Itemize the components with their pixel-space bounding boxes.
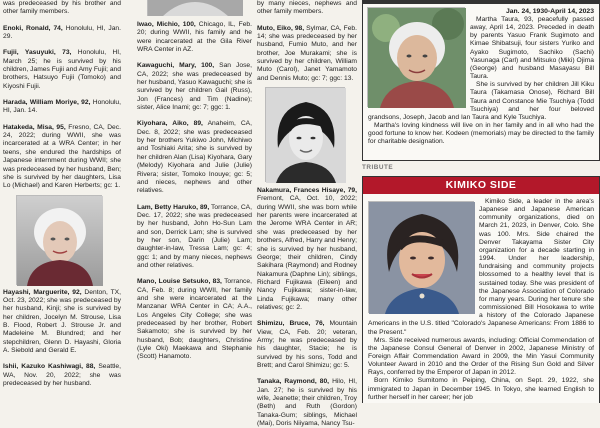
portrait-hayashi-image [17,196,103,286]
obituary-name: Enoki, Ronald, 74, [3,24,63,32]
portrait-photo-side [368,201,474,313]
obituary-entry [137,278,252,361]
obituary-column-2 [137,0,252,403]
obituary-entry [137,204,252,271]
tribute-paragraph: Martha's loving kindness will live on in her family and in all who had the good fortune to know her. Kodeen (memorials) may be directed to the family for charitable designation. [368,122,594,146]
obituary-body: Fresno, CA, Dec. 24, 2022; during WWII, she was incarcerated at a WRA Center; in her teens, she endured the hardships of Japanese internment during WWII; she was predeceased by her husband, Ben; she is survived by her daughters, Lisa Lo (Michael) and Karen Herberts; gc: 1. [3,123,121,190]
entry-gap [257,312,357,320]
obituary-name: Kawaguchi, Mary, 100, [137,62,215,70]
entry-gap [3,355,121,363]
entry-gap [137,270,252,278]
obituary-entry [3,25,121,42]
obituary-name: Kiyohara, Aiko, 89, [137,120,203,128]
obituary-column-1 [3,0,121,403]
obituary-name: Lam, Betty Haruko, 89, [137,203,210,211]
tribute-paragraph: She is survived by her children Jill Kiku Taura (Takamasa Onose), Richard Bill Taura and Constance Mie Tsuchiya (Todd Tsuchiya) and her four beloved grandsons, Joseph, Jacob and Ian Taura and Kyle Tsuchiya. [368,81,594,121]
obituary-name: Mano, Louise Setsuko, 83, [137,278,222,286]
entry-gap [3,116,121,124]
obituary-entry [3,289,121,356]
tribute-column [362,0,600,403]
obituary-body: Denton, TX, Oct. 23, 2022; she was predeceased by her husband, Kinji; she is survived by her children, Jocelyn M. Strouse, Lisa B. Flood, Robert J. Strouse Jr. and Madeleine M. Blundred; and her stepchildren, Glenn D. Hayashi, Gloria A. Siebold and Gerald E. [3,288,121,354]
obituary-body: Torrance, CA, Dec. 17, 2022; she was predeceased by her husband, John Ho-Sun Lam and son, Derrick Lam; she is survived by her son, Darin (Julie) Lam; daughter-in-law, Tressa Lam; gc: 4; ggc: 1; and by many nieces, nephews and other relatives. [137,203,252,269]
obituary-name: Hayashi, Marguerite, 92, [3,288,82,296]
obituary-name: Hatakeda, Misa, 95, [3,123,66,131]
obituary-body: Honolulu, HI, Jan. 29. [3,24,121,41]
portrait-side-image [369,202,475,314]
obituary-entry [257,0,357,17]
tribute-paragraph: Kimiko Side, a leader in the area's Japanese and Japanese American community organizations, died on March 21, 2023, in Denver, Colo. She was 100. Mrs. Side chaired the Denver Takayama Sister City organization for a decade starting in 1994. Under her leadership, fundraising and community projects blossomed to a healthy level that is sustained today. She was president of the Japanese Association of Colorado for many years. During her tenure she commissioned Bill Hosokawa to write a history of the Colorado Japanese Americans in the U.S. titled "Colorado's Japanese Americans: From 1886 to the Present." [368,198,594,336]
tribute-paragraph: Born Kimiko Sumitomo in Peiping, China, on Sept. 29, 1922, she immigrated to Japan in December 1945. In Tokyo, she learned English to further herself in her career; her job [368,377,594,401]
obituary-body: Fremont, CA, Oct. 10, 2022; during WWII, she was born while her parents were incarcerated at the Jerome WRA Center in AR; she was predeceased by her brothers, Alfred, Harry and Henry; she is survived by her husband, George; their children, Cindy Sakihara (Raymond) and Rodney Nakamura (Daphne Lin); siblings, Richard Fujikawa (Eileen) and Nancy Fujikawa; sister-in-law, Linda Fujikawa; many other relatives; gc: 2. [257,195,357,311]
obituary-body: was predeceased by his brother and other family members. [3,0,121,16]
tribute-side [362,176,600,403]
obituary-entry [137,120,252,195]
obituary-entry [3,363,121,388]
obituary-name: Nakamura, Frances Hisaye, 79, [257,187,357,195]
entry-gap [3,17,121,25]
obituary-entry [257,320,357,370]
obituary-body: Hilo, HI, Jan. 27; he is survived by his wife, Jeanette; their children, Troy (Beth) and Ruth (Gordon) Tanaka-Gum; siblings, Michael (Mai), Doris Niiyama, Nancy Tsu- [257,378,357,428]
obituary-name: Harada, William Moriye, 92, [3,99,91,107]
obituary-entry [257,25,357,83]
obituary-name: Fujii, Yasuyuki, 73, [3,49,72,57]
obituary-entry [137,21,252,54]
entry-gap [137,54,252,62]
obituary-body: Anaheim, CA, Dec. 8, 2022; she was predeceased by her brothers Yukiwo John, Michiwo and Toshiaki Arita; she is survived by her children Alan (Lisa) Kiyohara, Gary (Melody) Kiyohara and Julie (Julie) Rivera; sister, Tomoko Inouye; gc: 5; and nieces, nephews and other relatives. [137,120,252,195]
obituary-body: Honolulu, HI, Jan. 14. [3,99,122,115]
obituary-body: Honolulu, HI, March 25; he is survived by his children, James Fujii and Amy Fujii; and brothers, Hatsuyo Fujii (Tomoko) and Kiyoshi Fujii. [3,49,121,90]
obituary-column-3 [257,0,358,428]
tribute-title-banner: KIMIKO SIDE [363,177,599,194]
obituary-entry [257,187,357,312]
tribute-paragraph: Martha Taura, 93, peacefully passed away, April 14, 2023. Preceded in death by parents Yasuo Frank Sugimoto and Kimae Shibatsuji, four sisters Yuriko and Ayako Sugimoto, Sachiko (Sachi) Yasunaga (Carl) and Mitsuko (Miki) Ojima (George) and husband Masayasu Bill Taura. [470,16,594,81]
obituary-body: San Jose, CA, 2022; she was predeceased by her husband, Yasuo Kawaguchi; she is survived by her children Gail (Russ), Jon (Frances) and Tim (Nadine); sister, Alice Inami; gc: 7; ggc: 1. [137,62,253,112]
tribute-taura [362,0,600,161]
obituary-entry [3,124,121,191]
obituary-body: by many nieces, nephews and other family members. [257,0,357,16]
tribute-paragraph: Mrs. Side received numerous awards, including: Official Commendation of the Japanese Consul General of Denver in 2002, Japanese Ministry of Foreign Affair Commendation Award in 2009, the Min Yasui Community Volunteer Award in 2010 and the Order of the Rising Sun Gold and Silver Rays, conferred by the Emperor of Japan in 2012. [368,336,594,377]
obituary-body: Chicago, IL, Feb. 20; during WWII, his family and he were incarcerated at the Gila River WRA Center in AZ. [137,21,252,54]
portrait-iwao-image [148,0,243,16]
tribute-section-label: TRIBUTE [362,164,394,171]
obituary-entry [257,378,357,428]
portrait-nakamura-image [266,88,346,183]
portrait-photo-hayashi [16,195,102,285]
obituary-body: Sylmar, CA, Feb. 14; she was predeceased by her husband, Fumio Muto, and her brother, Joe Murakami; she is survived by her children, William Muto (Carol), Janet Yamamoto and Dennis Muto; gc: 7; ggc: 13. [257,24,358,82]
entry-gap [257,370,357,378]
portrait-photo-taura [367,7,465,107]
obituary-body: Seattle, WA, Nov. 20, 2022; she was predeceased by her husband. [3,363,121,387]
obituary-name: Shimizu, Bruce, 76, [257,320,325,328]
obituary-name: Tanaka, Raymond, 80, [257,378,330,386]
entry-gap [3,41,121,49]
obituary-name: Iwao, Michio, 100, [137,21,196,28]
portrait-photo-iwao [147,0,242,16]
portrait-taura-image [368,8,466,108]
tribute-dates: Jan. 24, 1930-April 14, 2023 [505,8,594,15]
obituary-body: Torrance, CA, Feb. 8; during WWII, her family and she were incarcerated at the Manzanar WRA Center in CA; A.A., Los Angeles City College; she was predeceased by her brother, Robert Sakamoto; she is survived by her husband, Bob; daughters, Christine (Lyle Oki) Maekawa and Stephanie (Scott) Hanamoto. [137,278,252,361]
portrait-photo-nakamura [265,87,345,182]
obituary-entry [137,62,252,112]
obituary-body: Mountain View, CA, Feb. 20; veteran, Army; he was predeceased by his daughter, Stacie; he is survived by his sons, Todd and Brett; and Carol Shimizu; gc: 5. [257,320,358,369]
entry-gap [137,196,252,204]
obituary-name: Muto, Eiko, 98, [257,24,305,32]
obituary-name: Ishii, Kazuko Kashiwagi, 88, [3,363,96,371]
obituary-entry [3,49,121,91]
entry-gap [3,91,121,99]
entry-gap [137,112,252,120]
entry-gap [257,17,357,25]
obituary-entry [3,99,121,116]
obituary-entry [3,0,121,17]
